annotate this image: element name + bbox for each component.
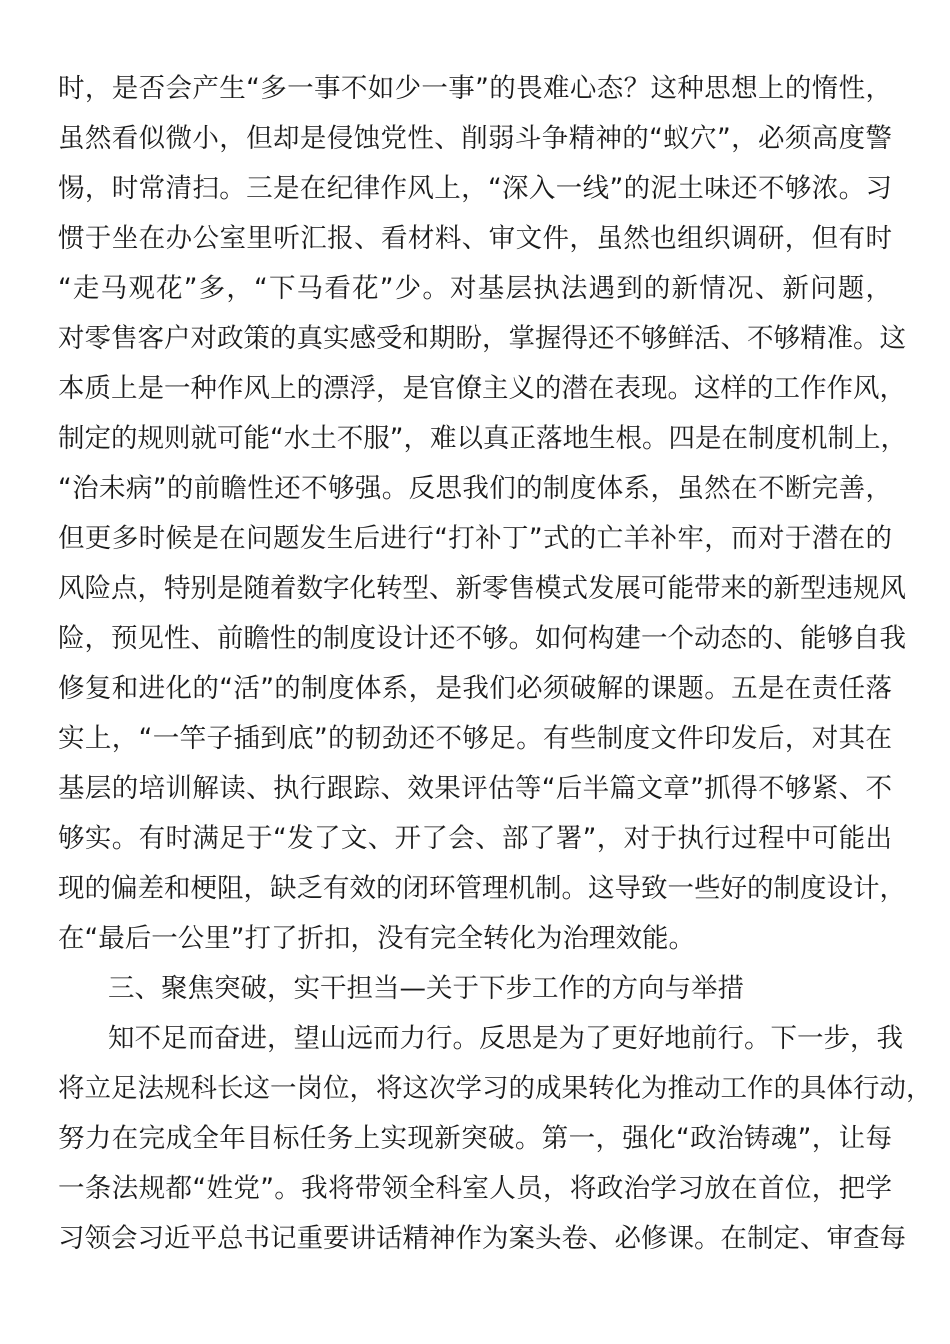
text-line: 制定的规则就可能“水土不服”，难以真正落地生根。四是在制度机制上， xyxy=(58,423,907,454)
text-line: 修复和进化的“活”的制度体系，是我们必须破解的课题。五是在责任落 xyxy=(58,673,892,704)
text-line: 惯于坐在办公室里听汇报、看材料、审文件，虽然也组织调研，但有时 xyxy=(58,223,892,254)
text-line: 现的偏差和梗阻，缺乏有效的闭环管理机制。这导致一些好的制度设计， xyxy=(58,873,906,904)
text-line: “走马观花”多，“下马看花”少。对基层执法遇到的新情况、新问题， xyxy=(58,273,892,304)
text-line: 基层的培训解读、执行跟踪、效果评估等“后半篇文章”抓得不够紧、不 xyxy=(58,773,892,804)
text-line: 时，是否会产生“多一事不如少一事”的畏难心态？这种思想上的惰性， xyxy=(58,73,892,104)
text-line: 险，预见性、前瞻性的制度设计还不够。如何构建一个动态的、能够自我 xyxy=(58,623,906,654)
text-line: 将立足法规科长这一岗位，将这次学习的成果转化为推动工作的具体行动， xyxy=(58,1073,933,1104)
text-line: 努力在完成全年目标任务上实现新突破。第一，强化“政治铸魂”，让每 xyxy=(58,1123,892,1154)
text-line: 但更多时候是在问题发生后进行“打补丁”式的亡羊补牢，而对于潜在的 xyxy=(58,523,892,554)
text-line: “治未病”的前瞻性还不够强。反思我们的制度体系，虽然在不断完善， xyxy=(58,473,892,504)
section-heading: 三、聚焦突破，实干担当—关于下步工作的方向与举措 xyxy=(108,973,744,1004)
text-line: 习领会习近平总书记重要讲话精神作为案头卷、必修课。在制定、审查每 xyxy=(58,1223,906,1254)
text-line: 够实。有时满足于“发了文、开了会、部了署”，对于执行过程中可能出 xyxy=(58,823,892,854)
text-line: 虽然看似微小，但却是侵蚀党性、削弱斗争精神的“蚁穴”，必须高度警 xyxy=(58,123,892,154)
text-line: 在“最后一公里”打了折扣，没有完全转化为治理效能。 xyxy=(58,923,695,954)
text-line: 对零售客户对政策的真实感受和期盼，掌握得还不够鲜活、不够精准。这 xyxy=(58,323,906,354)
text-line: 本质上是一种作风上的漂浮，是官僚主义的潜在表现。这样的工作作风， xyxy=(58,373,906,404)
text-line: 知不足而奋进，望山远而力行。反思是为了更好地前行。下一步，我 xyxy=(108,1023,903,1054)
text-line: 风险点，特别是随着数字化转型、新零售模式发展可能带来的新型违规风 xyxy=(58,573,906,604)
text-line: 实上，“一竿子插到底”的韧劲还不够足。有些制度文件印发后，对其在 xyxy=(58,723,892,754)
text-line: 一条法规都“姓党”。我将带领全科室人员，将政治学习放在首位，把学 xyxy=(58,1173,892,1204)
text-line: 惕，时常清扫。三是在纪律作风上，“深入一线”的泥土味还不够浓。习 xyxy=(58,173,892,204)
